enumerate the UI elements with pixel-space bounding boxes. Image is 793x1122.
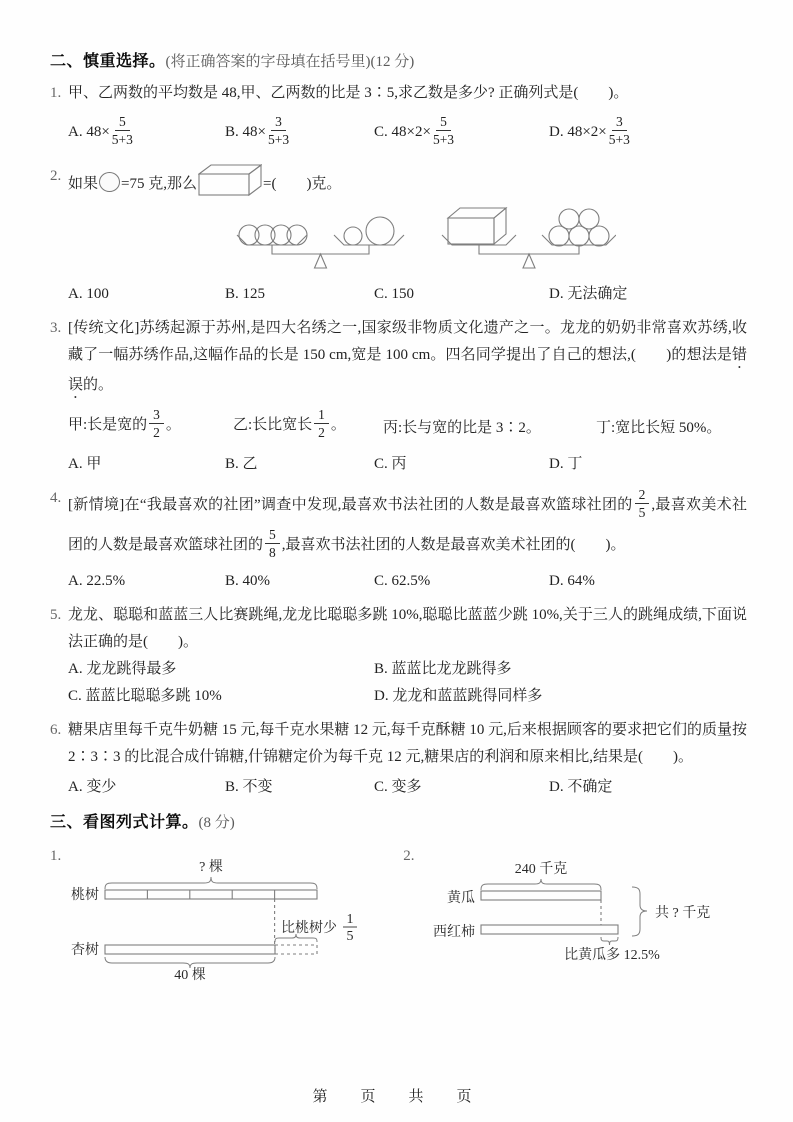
option-b: B. 蓝蓝比龙龙跳得多 [374,661,512,677]
brace-right [632,887,647,936]
section-2-subtitle: (将正确答案的字母填在括号里)(12 分) [165,54,415,70]
bar-label: 西红柿 [432,925,475,940]
section-2-title: 二、慎重选择。 [50,53,166,70]
ball-icon [589,226,609,246]
statement-jia-period: 。 [165,417,181,434]
ball-icon [255,225,275,245]
option-b [225,116,374,149]
question-3 [50,315,747,478]
option-c [374,116,549,149]
right-label: 共 ? 千克 [654,906,710,921]
figure-2-number: 2. [403,848,415,864]
ball-icon [569,226,589,246]
cuboid-icon [198,163,262,197]
top-label: ? 棵 [199,860,224,875]
fraction [149,407,164,440]
fraction-numerator: 1 [346,912,354,927]
option-d: D. 64% [549,573,595,589]
question-1-options [68,110,747,156]
page-footer: 第 页 共 页 [312,1089,481,1105]
fraction-numerator: 3 [149,407,164,424]
section-2-header [50,50,747,74]
option-c-text: C. 48×2× [374,124,431,141]
question-6-options [68,774,747,801]
fraction [609,114,630,147]
statement-yi-period: 。 [330,417,346,434]
section-3-subtitle: (8 分) [198,815,235,831]
bar-label: 桃树 [71,888,100,903]
question-6-number: 6. [50,722,62,738]
bar-model-trees [63,845,375,981]
option-b: B. 不变 [225,779,273,795]
option-a: A. 龙龙跳得最多 [68,661,177,677]
fraction-denominator: 5 [638,504,646,520]
question-6 [50,717,747,801]
question-3-statements [68,404,747,448]
option-a-text: A. 48× [68,124,110,141]
option-a: A. 100 [68,286,109,302]
fraction-denominator: 5+3 [608,132,630,147]
bar-label: 杏树 [71,943,100,958]
statement-bing: 丙:长与宽的比是 3∶2。 [383,419,541,436]
balance-scale-right [442,208,616,268]
question-5-number: 5. [50,607,62,623]
fraction-numerator: 5 [436,114,451,131]
option-c: C. 150 [374,286,415,302]
option-b: B. 125 [225,286,266,302]
tomato-bar [481,925,618,934]
fraction [433,114,454,147]
option-d [549,116,747,149]
fulcrum-icon [315,254,327,268]
question-3-text-part2: 的。 [83,377,114,393]
fraction [112,114,133,147]
fraction-numerator: 2 [635,487,650,504]
statement-ding: 丁:宽比长短 50%。 [596,419,722,436]
question-5-options [68,656,747,710]
ball-icon [99,172,120,192]
apricot-bar [105,945,275,954]
fraction-numerator: 5 [115,114,130,131]
option-d: D. 不确定 [549,779,613,795]
question-2-number: 2. [50,168,62,184]
brace-small [601,937,618,945]
option-b: B. 40% [225,573,270,589]
balance-scale-left [237,217,404,268]
fraction-denominator: 5+3 [432,132,455,147]
brace-top [481,879,601,890]
bottom-label: 40 棵 [174,968,206,981]
fraction [343,912,357,944]
ball-icon [549,226,569,246]
question-2-text-part2: =75 克,那么 [121,176,197,192]
statement-yi [233,409,383,442]
question-4-text-part2: ,最喜欢美术社团的人数是最喜欢篮球社团的 [68,497,747,553]
big-ball-icon [366,217,394,245]
fraction [314,407,329,440]
balance-scales-icon [234,204,616,272]
question-5 [50,602,747,710]
fulcrum-icon [523,254,535,268]
question-2-text-part3: =( )克。 [262,176,342,192]
option-a: A. 甲 [68,456,102,472]
question-6-text: 糖果店里每千克牛奶糖 15 元,每千克水果糖 12 元,每千克酥糖 10 元,后来根据顾客的要求把它们的质量按 2∶3∶3 的比混合成什锦糖,什锦糖定价为每千克 12 元,糖果店的利润和原来相比,结果是( )。 [68,722,747,765]
option-d: D. 龙龙和蓝蓝跳得同样多 [374,688,543,704]
option-d-text: D. 48×2× [549,124,607,141]
option-d: D. 丁 [549,456,583,472]
balance-scales-figure [234,204,747,277]
fraction [635,487,650,520]
ball-icon [344,227,362,245]
figures-row [50,845,747,981]
question-1-text: 甲、乙两数的平均数是 48,甲、乙两数的比是 3∶5,求乙数是多少? 正确列式是( )。 [68,85,629,101]
question-1-number: 1. [50,85,62,101]
fraction [265,527,280,560]
bar-model-vegetables [417,845,749,965]
cucumber-bar [481,891,601,900]
question-3-number: 3. [50,320,62,336]
section-3-title: 三、看图列式计算。 [50,814,199,831]
question-3-emphasis: 错误 [68,347,747,393]
peach-bar [105,890,317,899]
ball-icon [287,225,307,245]
question-4-text-part3: ,最喜欢书法社团的人数是最喜欢美术社团的( )。 [281,537,626,553]
fraction-numerator: 3 [612,114,627,131]
figure-1-number: 1. [50,848,62,864]
bar-label: 黄瓜 [446,891,475,906]
top-label: 240 千克 [514,862,567,877]
option-c: C. 62.5% [374,573,431,589]
option-b-text: B. 48× [225,124,266,141]
option-c: C. 蓝蓝比聪聪多跳 10% [68,688,222,704]
fraction-denominator: 8 [269,544,276,560]
fraction-numerator: 3 [271,114,286,131]
fraction-denominator: 2 [318,425,325,440]
brace-top [105,877,317,889]
question-2-options [68,281,747,308]
statement-yi-text: 乙:长比宽长 [233,417,313,434]
fraction-denominator: 5 [346,929,354,944]
question-2-text-part1: 如果 [68,176,99,192]
side-label: 比桃树少 [281,921,338,936]
figure-2 [403,845,748,981]
brace-bottom [105,957,275,968]
fraction-numerator: 5 [265,527,280,544]
question-3-text-part1: [传统文化]苏绣起源于苏州,是四大名绣之一,国家级非物质文化遗产之一。龙龙的奶奶非常喜欢苏绣,收藏了一幅苏绣作品,这幅作品的长是 150 cm,宽是 100 cm。四名同学提出了自己的想法,( )的想法是 [68,320,747,363]
question-2 [50,163,747,308]
option-a: A. 22.5% [68,573,126,589]
bottom-label: 比黄瓜多 12.5% [563,948,660,963]
option-b: B. 乙 [225,456,258,472]
question-4-text-part1: [新情境]在“我最喜欢的社团”调查中发现,最喜欢书法社团的人数是最喜欢篮球社团的 [68,497,633,513]
question-4-number: 4. [50,490,62,506]
section-3-header [50,811,747,835]
cuboid-icon [448,218,494,244]
question-4-text [68,485,747,565]
statement-jia-text: 甲:长是宽的 [68,417,148,434]
question-3-options [68,451,747,478]
apricot-bar-dashed [275,945,317,954]
question-3-text [68,315,747,402]
option-a: A. 变少 [68,779,117,795]
ball-icon [271,225,291,245]
figure-1 [50,845,375,981]
option-d: D. 无法确定 [549,286,628,302]
option-c: C. 变多 [374,779,422,795]
question-4-options [68,568,747,595]
question-4 [50,485,747,595]
ball-icon [239,225,259,245]
fraction-numerator: 1 [314,407,329,424]
option-a [68,116,225,149]
question-5-text: 龙龙、聪聪和蓝蓝三人比赛跳绳,龙龙比聪聪多跳 10%,聪聪比蓝蓝少跳 10%,关于三人的跳绳成绩,下面说法正确的是( )。 [68,607,747,650]
fraction [268,114,289,147]
statement-jia [68,409,233,442]
question-2-text [68,163,747,198]
fraction-denominator: 5+3 [267,132,290,147]
fraction-denominator: 2 [153,425,160,440]
question-1 [50,80,747,156]
fraction-denominator: 5+3 [111,132,133,147]
option-c: C. 丙 [374,456,407,472]
